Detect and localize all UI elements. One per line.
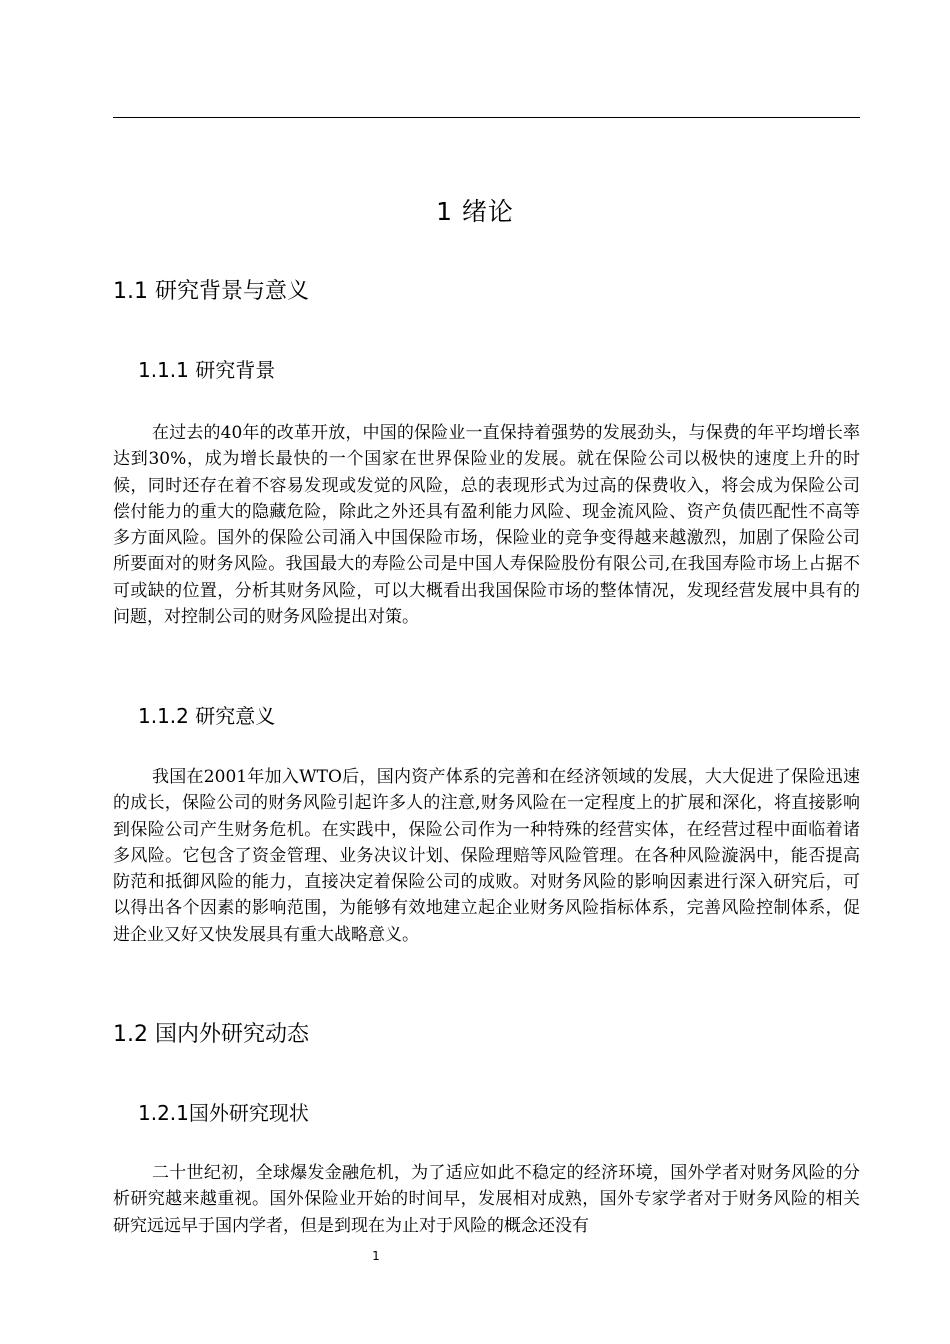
- page-number: 1: [372, 1249, 380, 1263]
- section-heading-1-1: 1.1 研究背景与意义: [113, 279, 309, 304]
- section-heading-1-2: 1.2 国内外研究动态: [113, 1022, 309, 1047]
- subsection-heading-1-2-1: 1.2.1国外研究现状: [138, 1101, 309, 1125]
- subsection-heading-1-1-1: 1.1.1 研究背景: [138, 358, 276, 382]
- paragraph-research-background: 在过去的40年的改革开放，中国的保险业一直保持着强势的发展劲头，与保费的年平均增长率达到30%，成为增长最快的一个国家在世界保险业的发展。就在保险公司以极快的速度上升的时候，同时还存在着不容易发现或发觉的风险，总的表现形式为过高的保费收入，将会成为保险公司偿付能力的重大的隐藏危险，除此之外还具有盈利能力风险、现金流风险、资产负债匹配性不高等多方面风险。国外的保险公司涌入中国保险市场，保险业的竞争变得越来越激烈，加剧了保险公司所要面对的财务风险。我国最大的寿险公司是中国人寿保险股份有限公司,在我国寿险市场上占据不可或缺的位置，分析其财务风险，可以大概看出我国保险市场的整体情况，发现经营发展中具有的问题，对控制公司的财务风险提出对策。: [113, 423, 860, 628]
- header-rule: [113, 117, 860, 118]
- subsection-heading-1-1-2: 1.1.2 研究意义: [138, 704, 276, 728]
- chapter-title: 1 绪论: [436, 197, 514, 226]
- paragraph-foreign-research: 二十世纪初，全球爆发金融危机，为了适应如此不稳定的经济环境，国外学者对财务风险的分析研究越来越重视。国外保险业开始的时间早，发展相对成熟，国外专家学者对于财务风险的相关研究远远早于国内学者，但是到现在为止对于风险的概念还没有: [113, 1163, 860, 1236]
- paragraph-research-significance: 我国在2001年加入WTO后，国内资产体系的完善和在经济领域的发展，大大促进了保险迅速的成长，保险公司的财务风险引起许多人的注意,财务风险在一定程度上的扩展和深化，将直接影响到保险公司产生财务危机。在实践中，保险公司作为一种特殊的经营实体，在经营过程中面临着诸多风险。它包含了资金管理、业务决议计划、保险理赔等风险管理。在各种风险漩涡中，能否提高防范和抵御风险的能力，直接决定着保险公司的成败。对财务风险的影响因素进行深入研究后，可以得出各个因素的影响范围，为能够有效地建立起企业财务风险指标体系，完善风险控制体系，促进企业又好又快发展具有重大战略意义。: [113, 767, 860, 945]
